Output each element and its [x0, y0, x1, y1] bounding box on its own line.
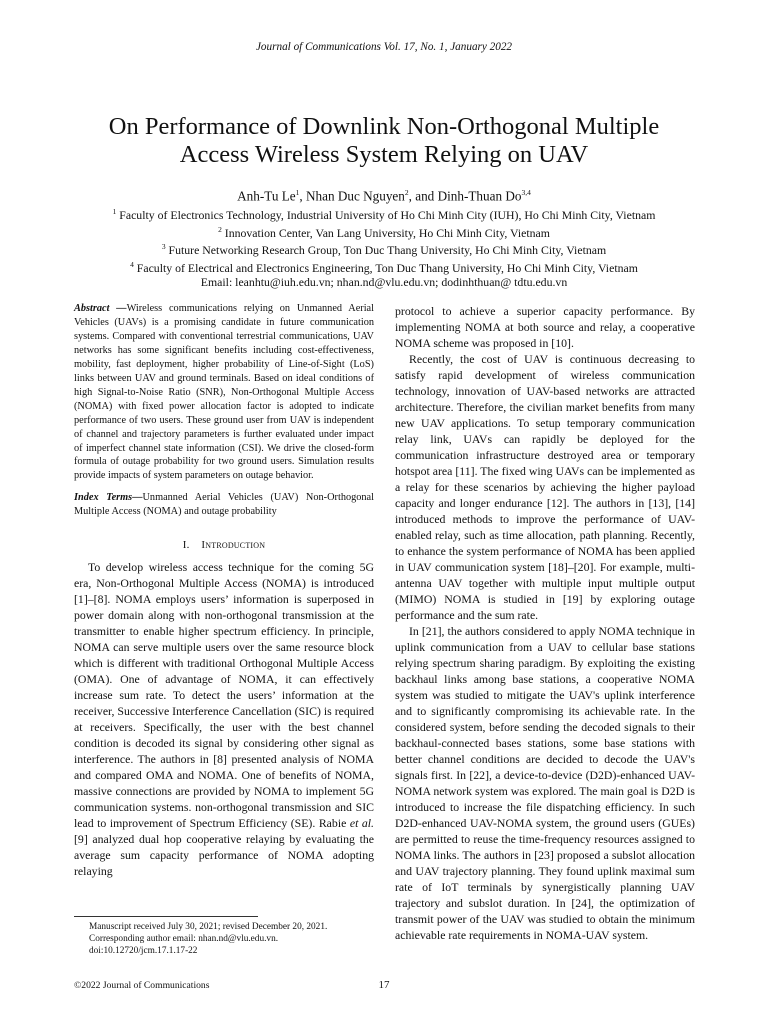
- affiliation-sup: 3: [161, 242, 166, 252]
- footnote: [89, 921, 379, 957]
- affiliation-line: [0, 205, 768, 223]
- affiliation-line: [0, 223, 768, 241]
- abstract-dash: —: [109, 303, 127, 314]
- email-line: Email: leanhtu@iuh.edu.vn; nhan.nd@vlu.edu.vn; dodinhthuan@ tdtu.edu.vn: [200, 274, 568, 289]
- affiliation-line: [0, 258, 768, 276]
- section-number: I.: [182, 539, 190, 552]
- body-paragraph: In [21], the authors considered to apply NOMA technique in uplink communication from a UAV to cellular base stations relying spectrum sharing paradigm. By exploiting the existing backhaul links among base stations, a cooperative NOMA system was studied to mitigate the UAV's uplink interference and to significantly compromising its achievable rate. In the considered system, before sending the decoded signals to their backhaul-connected bases stations, some base stations with better channel conditions are decided to decode the UAV's signals first. In [22], a device-to-device (D2D)-enhanced UAV-NOMA network system was explored. The main goal is D2D is introduced to increase the file dispatching efficiency. In such D2D-enhanced UAV-NOMA system, the ground users (GUEs) are permitted to reuse the time-frequency resources assigned to NOMA links. The authors in [23] proposed a subslot allocation and UAV trajectory planning. They found uplink maximal sum rate of IoT terminals by synergistically planning UAV trajectory and subslot duration. In [24], the optimization of transmit power of the UAV was studied to obtain the minimum achievable rate requirements in NOMA-UAV system.: [395, 624, 695, 942]
- index-terms-label: Index Terms: [74, 492, 133, 504]
- index-terms-dash: —: [132, 492, 143, 504]
- copyright-footer: ©2022 Journal of Communications: [74, 980, 210, 991]
- page-number: 17: [378, 979, 390, 991]
- abstract: [74, 302, 374, 483]
- author-name: Nhan Duc Nguyen: [306, 188, 405, 204]
- index-terms: [74, 491, 374, 519]
- author-name: Dinh-Thuan Do: [437, 188, 522, 204]
- affiliation-text: Faculty of Electronics Technology, Industrial University of Ho Chi Minh City (IUH), Ho Chi Minh City, Vietnam: [119, 207, 656, 222]
- index-terms-text: Unmanned Aerial Vehicles (UAV) Non-Orthogonal Multiple Access (NOMA) and outage probability: [74, 492, 374, 518]
- affiliation-text: Innovation Center, Van Lang University, Ho Chi Minh City, Vietnam: [224, 225, 550, 240]
- affiliation-sup: 2: [218, 224, 222, 234]
- author-affil-sup: 3,4: [521, 188, 531, 197]
- footnote-line: doi:10.12720/jcm.17.1.17-22: [89, 946, 198, 956]
- affiliation-sup: 4: [130, 260, 134, 270]
- left-column: [74, 302, 374, 879]
- right-column: [395, 303, 695, 943]
- author-list: [0, 186, 768, 203]
- affiliations: [0, 205, 768, 290]
- body-paragraph: Recently, the cost of UAV is continuous decreasing to satisfy rapid development of wireless communication technology, innovation of UAV-based networks are attracted architecture. Therefore, the civilian market benefits from many new UAV applications. To setup temporary communication relay link, UAVs can rapidly be deployed for the communication infrastructure destroyed area or temporary hotspot area [11]. The fixed wing UAVs can be implemented as a relay for these scenarios by achieving the higher payload capacity and longer endurance [12]. The authors in [13], [14] introduced methods to improve the performance of UAV-enabled relay, such as time allocation, path planning. Recently, to enhance the system performance of NOMA has been applied in UAV communication system [18]–[20]. For example, multi-antenna UAV together with multiple input multiple output (MIMO) NOMA is studied in [19] by exploring outage performance and the sum rate.: [395, 352, 695, 622]
- abstract-label: Abstract: [74, 303, 110, 314]
- section-title: Introduction: [201, 539, 266, 552]
- paper-title: [40, 113, 728, 169]
- affiliation-text: Faculty of Electrical and Electronics Engineering, Ton Duc Thang University, Ho Chi Minh City, Vietnam: [136, 261, 638, 276]
- author-name: Anh-Tu Le: [237, 188, 296, 204]
- section-heading: [74, 539, 374, 551]
- journal-header: Journal of Communications Vol. 17, No. 1, January 2022: [255, 41, 513, 53]
- paragraph-text: [9] analyzed dual hop cooperative relaying by evaluating the average sum capacity performance of NOMA adopting relaying: [74, 832, 374, 879]
- body-paragraph: protocol to achieve a superior capacity performance. By implementing NOMA at both source and relay, a cooperative NOMA scheme was proposed in [10].: [395, 304, 695, 350]
- author-affil-sup: 1: [295, 188, 300, 197]
- footnote-divider: [74, 916, 258, 917]
- title-line-1: On Performance of Downlink Non-Orthogonal Multiple: [108, 113, 660, 140]
- body-paragraph: [74, 559, 374, 879]
- affiliation-line: [0, 240, 768, 258]
- paragraph-text: To develop wireless access technique for the coming 5G era, Non-Orthogonal Multiple Access (NOMA) is introduced [1]–[8]. NOMA employs users’ information is superposed in power domain along with non-orthogonal transmission at the transmitter to enable higher spectrum efficiency. In principle, NOMA can serve multiple users over the same resource block which is different with traditional Orthogonal Multiple Access (OMA). One of advantage of NOMA, it can effectively increase sum rate. To detect the users’ information at the receiver, Successive Interference Cancellation (SIC) is required at receivers. Specifically, the user with the best channel condition is decoded its signal by considering other signal as interference. The authors in [8] presented analysis of NOMA and compared OMA and NOMA. One of benefits of NOMA, massive connections are provided by NOMA to implement 5G communication systems. non-orthogonal transmission and SIC lead to improvement of Spectrum Efficiency (SE). Rabie: [74, 560, 374, 831]
- footnote-line: Manuscript received July 30, 2021; revised December 20, 2021.: [89, 922, 328, 932]
- author-separator: , and: [408, 188, 438, 204]
- affiliation-text: Future Networking Research Group, Ton Duc Thang University, Ho Chi Minh City, Vietnam: [168, 243, 607, 258]
- author-separator: ,: [299, 188, 306, 204]
- affiliation-sup: 1: [112, 207, 117, 216]
- author-affil-sup: 2: [404, 188, 409, 197]
- title-line-2: Access Wireless System Relying on UAV: [179, 141, 589, 168]
- et-al-italic: et al.: [349, 816, 374, 831]
- abstract-text: Wireless communications relying on Unmanned Aerial Vehicles (UAVs) is a promising candidate in future communication systems. Compared with conventional terrestrial communications, UAV networks has some significant benefits including cost-effectiveness, mobility, fast deployment, higher probability of Line-of-Sight (LoS) links between UAV and ground terminals. Based on ideal conditions of high Signal-to-Noise Ratio (SNR), Non-Orthogonal Multiple Access (NOMA) with fixed power allocation factor is adopted to indicate performance of two users. These ground user from UAV is independent of channel and trajectory parameters is further evaluated under impact of imperfect channel state information (CSI). We drive the closed-form formula of outage probability for two ground users. Simulation results provide impacts of system parameters on outage behavior.: [74, 303, 374, 482]
- footnote-line: Corresponding author email: nhan.nd@vlu.edu.vn.: [89, 934, 279, 944]
